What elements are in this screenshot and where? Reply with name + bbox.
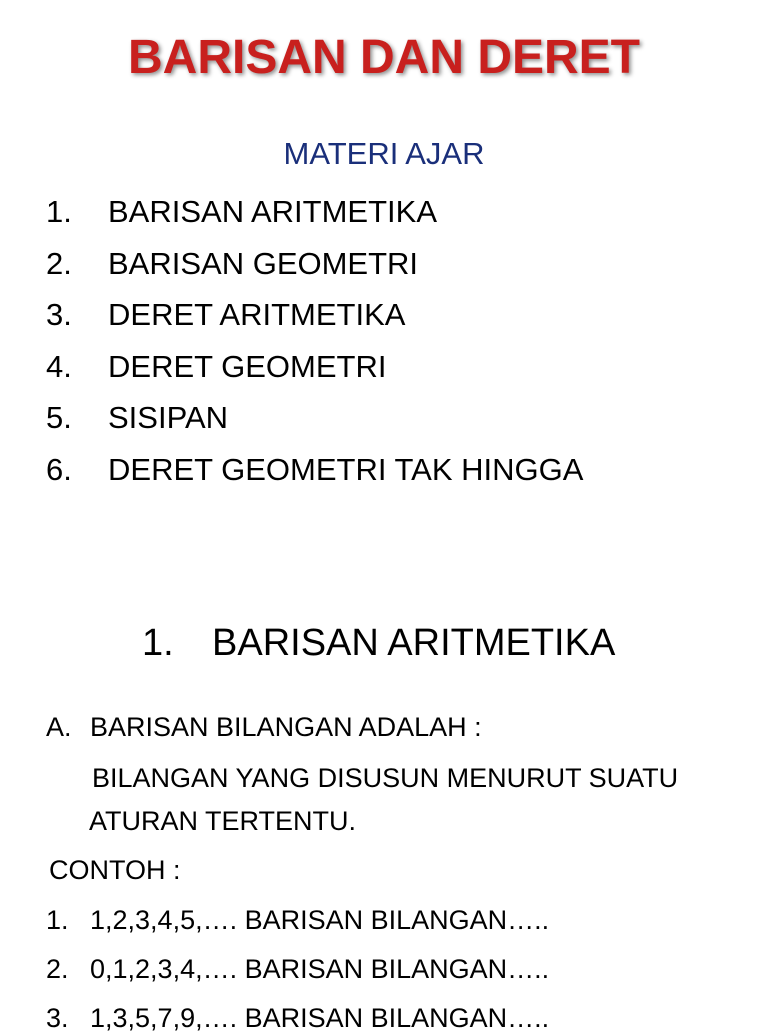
topic-number: 6. xyxy=(46,451,72,487)
example-item xyxy=(46,1003,549,1034)
section-heading xyxy=(142,622,615,665)
topic-number: 4. xyxy=(46,348,72,384)
topic-label: DERET GEOMETRI TAK HINGGA xyxy=(108,451,584,487)
example-item xyxy=(46,954,549,985)
topic-list xyxy=(46,186,583,496)
topic-number: 1. xyxy=(46,194,72,229)
example-label: CONTOH : xyxy=(49,855,181,885)
topic-label: DERET ARITMETIKA xyxy=(108,297,406,333)
slide-title: BARISAN DAN DERET xyxy=(127,31,640,84)
topic-label: BARISAN ARITMETIKA xyxy=(108,194,438,229)
example-number: 1. xyxy=(46,905,69,935)
point-a xyxy=(46,712,482,743)
topic-item xyxy=(46,289,583,341)
point-a-text: BARISAN BILANGAN ADALAH : xyxy=(90,712,482,742)
topic-item xyxy=(46,341,583,393)
topic-item xyxy=(46,392,583,444)
definition-line-1: BILANGAN YANG DISUSUN MENURUT SUATU xyxy=(92,763,679,793)
example-number: 3. xyxy=(46,1003,69,1033)
topic-item xyxy=(46,238,583,290)
topic-item xyxy=(46,186,583,238)
definition-line-2: ATURAN TERTENTU. xyxy=(89,806,357,836)
topic-label: SISIPAN xyxy=(108,400,229,436)
example-text: 1,3,5,7,9,…. BARISAN BILANGAN….. xyxy=(90,1003,550,1033)
section-title: BARISAN ARITMETIKA xyxy=(212,622,616,664)
topic-label: DERET GEOMETRI xyxy=(108,348,387,384)
example-item xyxy=(46,905,549,936)
topic-item xyxy=(46,444,583,496)
example-text: 1,2,3,4,5,…. BARISAN BILANGAN….. xyxy=(90,905,550,935)
topic-label: BARISAN GEOMETRI xyxy=(108,245,419,281)
topic-number: 3. xyxy=(46,297,72,333)
topic-number: 5. xyxy=(46,400,72,436)
example-number: 2. xyxy=(46,954,69,984)
example-text: 0,1,2,3,4,…. BARISAN BILANGAN….. xyxy=(90,954,550,984)
point-a-label: A. xyxy=(46,712,72,742)
slide-subtitle: MATERI AJAR xyxy=(283,136,485,171)
section-number: 1. xyxy=(142,622,174,664)
topic-number: 2. xyxy=(46,245,72,281)
